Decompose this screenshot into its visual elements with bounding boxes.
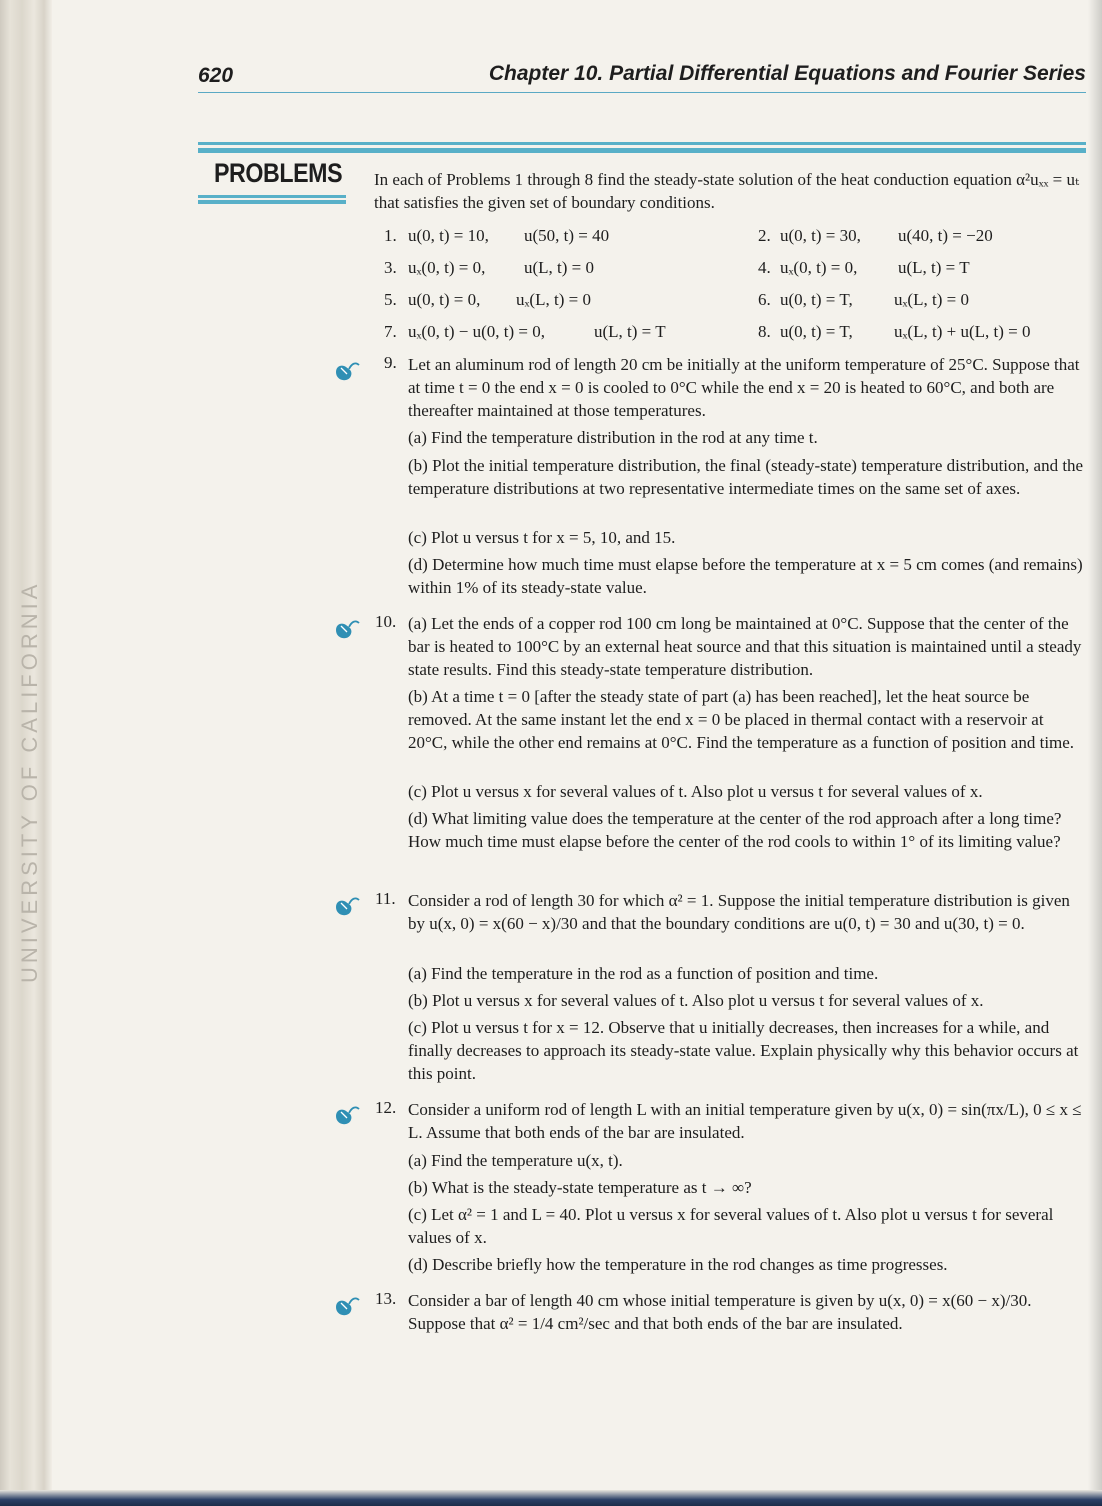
problem-number: 12. — [375, 1098, 397, 1117]
condition-right: uₓ(L, t) = 0 — [516, 290, 591, 309]
computer-mouse-icon — [332, 356, 362, 382]
problem-part: (a) Find the temperature distribution in the rod at any time t. — [408, 428, 818, 447]
problem-text: Consider a bar of length 40 cm whose initial temperature is given by u(x, 0) = x(60 − x)/30. Suppose that α² = 1/4 cm²/sec and that both ends of the bar are insulated. — [408, 1291, 1032, 1333]
book-binding — [0, 0, 52, 1506]
problem-part: (b) What is the steady-state temperature as t → ∞? — [408, 1178, 752, 1197]
problem-number: 4. — [758, 258, 771, 277]
chapter-title: Chapter 10. Partial Differential Equations and Fourier Series — [488, 62, 1086, 85]
problem-part: (d) What limiting value does the temperature at the center of the rod approach after a long time? How much time must elapse before the center of the rod cools to within 1° of its limiting value? — [408, 809, 1062, 851]
problem-number: 11. — [375, 889, 396, 908]
problem-part: (b) Plot the initial temperature distribution, the final (steady-state) temperature distribution, and the temperature distributions at two representative intermediate times on the same set of axes. — [408, 456, 1084, 498]
condition-left: u(0, t) = T, — [780, 322, 853, 341]
condition-left: u(0, t) = 10, — [408, 226, 489, 245]
problem-number: 3. — [384, 258, 397, 277]
computer-mouse-icon — [332, 614, 362, 640]
condition-right: u(50, t) = 40 — [524, 226, 610, 245]
problem-part: (b) Plot u versus x for several values of t. Also plot u versus t for several values of x. — [408, 991, 984, 1010]
section-title-underline — [198, 200, 346, 204]
page-edge-shadow — [1088, 0, 1102, 1506]
condition-left: uₓ(0, t) − u(0, t) = 0, — [408, 322, 545, 341]
problem-number: 6. — [758, 290, 771, 309]
running-header — [198, 58, 1086, 93]
page-number: 620 — [198, 64, 234, 87]
condition-left: u(0, t) = 0, — [408, 290, 481, 309]
section-title: PROBLEMS — [214, 158, 343, 188]
problem-part: (c) Plot u versus t for x = 12. Observe that u initially decreases, then increases for a while, and finally decreases to approach its steady-state value. Explain physically why this behavior occurs at this point. — [408, 1018, 1079, 1083]
condition-right: u(L, t) = T — [594, 322, 666, 341]
problem-part: (a) Find the temperature u(x, t). — [408, 1151, 623, 1170]
problem-text: Consider a uniform rod of length L with an initial temperature given by u(x, 0) = sin(πx/L), 0 ≤ x ≤ L. Assume that both ends of the bar are insulated. — [408, 1100, 1082, 1142]
page-bottom-edge — [0, 1490, 1102, 1506]
condition-right: uₓ(L, t) + u(L, t) = 0 — [894, 322, 1031, 341]
library-stamp: UNIVERSITY OF CALIFORNIA — [17, 580, 42, 983]
problem-number: 13. — [375, 1289, 397, 1308]
problem-number: 10. — [375, 612, 397, 631]
problem-part: (c) Plot u versus t for x = 5, 10, and 15. — [408, 528, 676, 547]
problem-part: (d) Describe briefly how the temperature in the rod changes as time progresses. — [408, 1255, 948, 1274]
problem-part: (c) Let α² = 1 and L = 40. Plot u versus x for several values of t. Also plot u versus t for several values of x. — [408, 1205, 1054, 1247]
intro-text: In each of Problems 1 through 8 find the steady-state solution of the heat conduction equation α²uₓₓ = uₜ that satisfies the given set of boundary conditions. — [374, 170, 1080, 212]
problem-part: (b) At a time t = 0 [after the steady state of part (a) has been reached], let the heat source be removed. At the same instant let the end x = 0 be placed in thermal contact with a reservoir at 20°C, while the other end remains at 0°C. Find the temperature as a function of position and time. — [408, 687, 1075, 752]
condition-left: uₓ(0, t) = 0, — [780, 258, 858, 277]
problem-text: Let an aluminum rod of length 20 cm be initially at the uniform temperature of 25°C. Suppose that at time t = 0 the end x = 0 is cooled to 0°C while the end x = 20 is heated to 60°C, and both are thereafter maintained at those temperatures. — [408, 355, 1080, 420]
computer-mouse-icon — [332, 1291, 362, 1317]
problem-number: 8. — [758, 322, 771, 341]
computer-mouse-icon — [332, 891, 362, 917]
problem-part: (d) Determine how much time must elapse before the temperature at x = 5 cm comes (and remains) within 1% of its steady-state value. — [408, 555, 1083, 597]
section-rule — [198, 148, 1086, 153]
problem-part: (c) Plot u versus x for several values of t. Also plot u versus t for several values of x. — [408, 782, 983, 801]
section-rule — [198, 142, 1086, 145]
condition-left: u(0, t) = 30, — [780, 226, 861, 245]
computer-mouse-icon — [332, 1100, 362, 1126]
problem-text: Consider a rod of length 30 for which α² = 1. Suppose the initial temperature distribution is given by u(x, 0) = x(60 − x)/30 and that the boundary conditions are u(0, t) = 30 and u(30, t) = 0. — [408, 891, 1070, 933]
condition-right: uₓ(L, t) = 0 — [894, 290, 969, 309]
problem-number: 9. — [384, 353, 397, 372]
problem-number: 7. — [384, 322, 397, 341]
problem-number: 5. — [384, 290, 397, 309]
condition-right: u(L, t) = 0 — [524, 258, 595, 277]
problem-number: 1. — [384, 226, 397, 245]
problem-text: (a) Let the ends of a copper rod 100 cm long be maintained at 0°C. Suppose that the center of the bar is heated to 100°C by an external heat source and that this situation is maintained until a steady state results. Find this steady-state temperature distribution. — [408, 614, 1082, 679]
condition-right: u(40, t) = −20 — [898, 226, 993, 245]
section-title-underline — [198, 195, 346, 198]
condition-right: u(L, t) = T — [898, 258, 970, 277]
problem-number: 2. — [758, 226, 771, 245]
problem-part: (a) Find the temperature in the rod as a function of position and time. — [408, 964, 879, 983]
condition-left: uₓ(0, t) = 0, — [408, 258, 486, 277]
condition-left: u(0, t) = T, — [780, 290, 853, 309]
